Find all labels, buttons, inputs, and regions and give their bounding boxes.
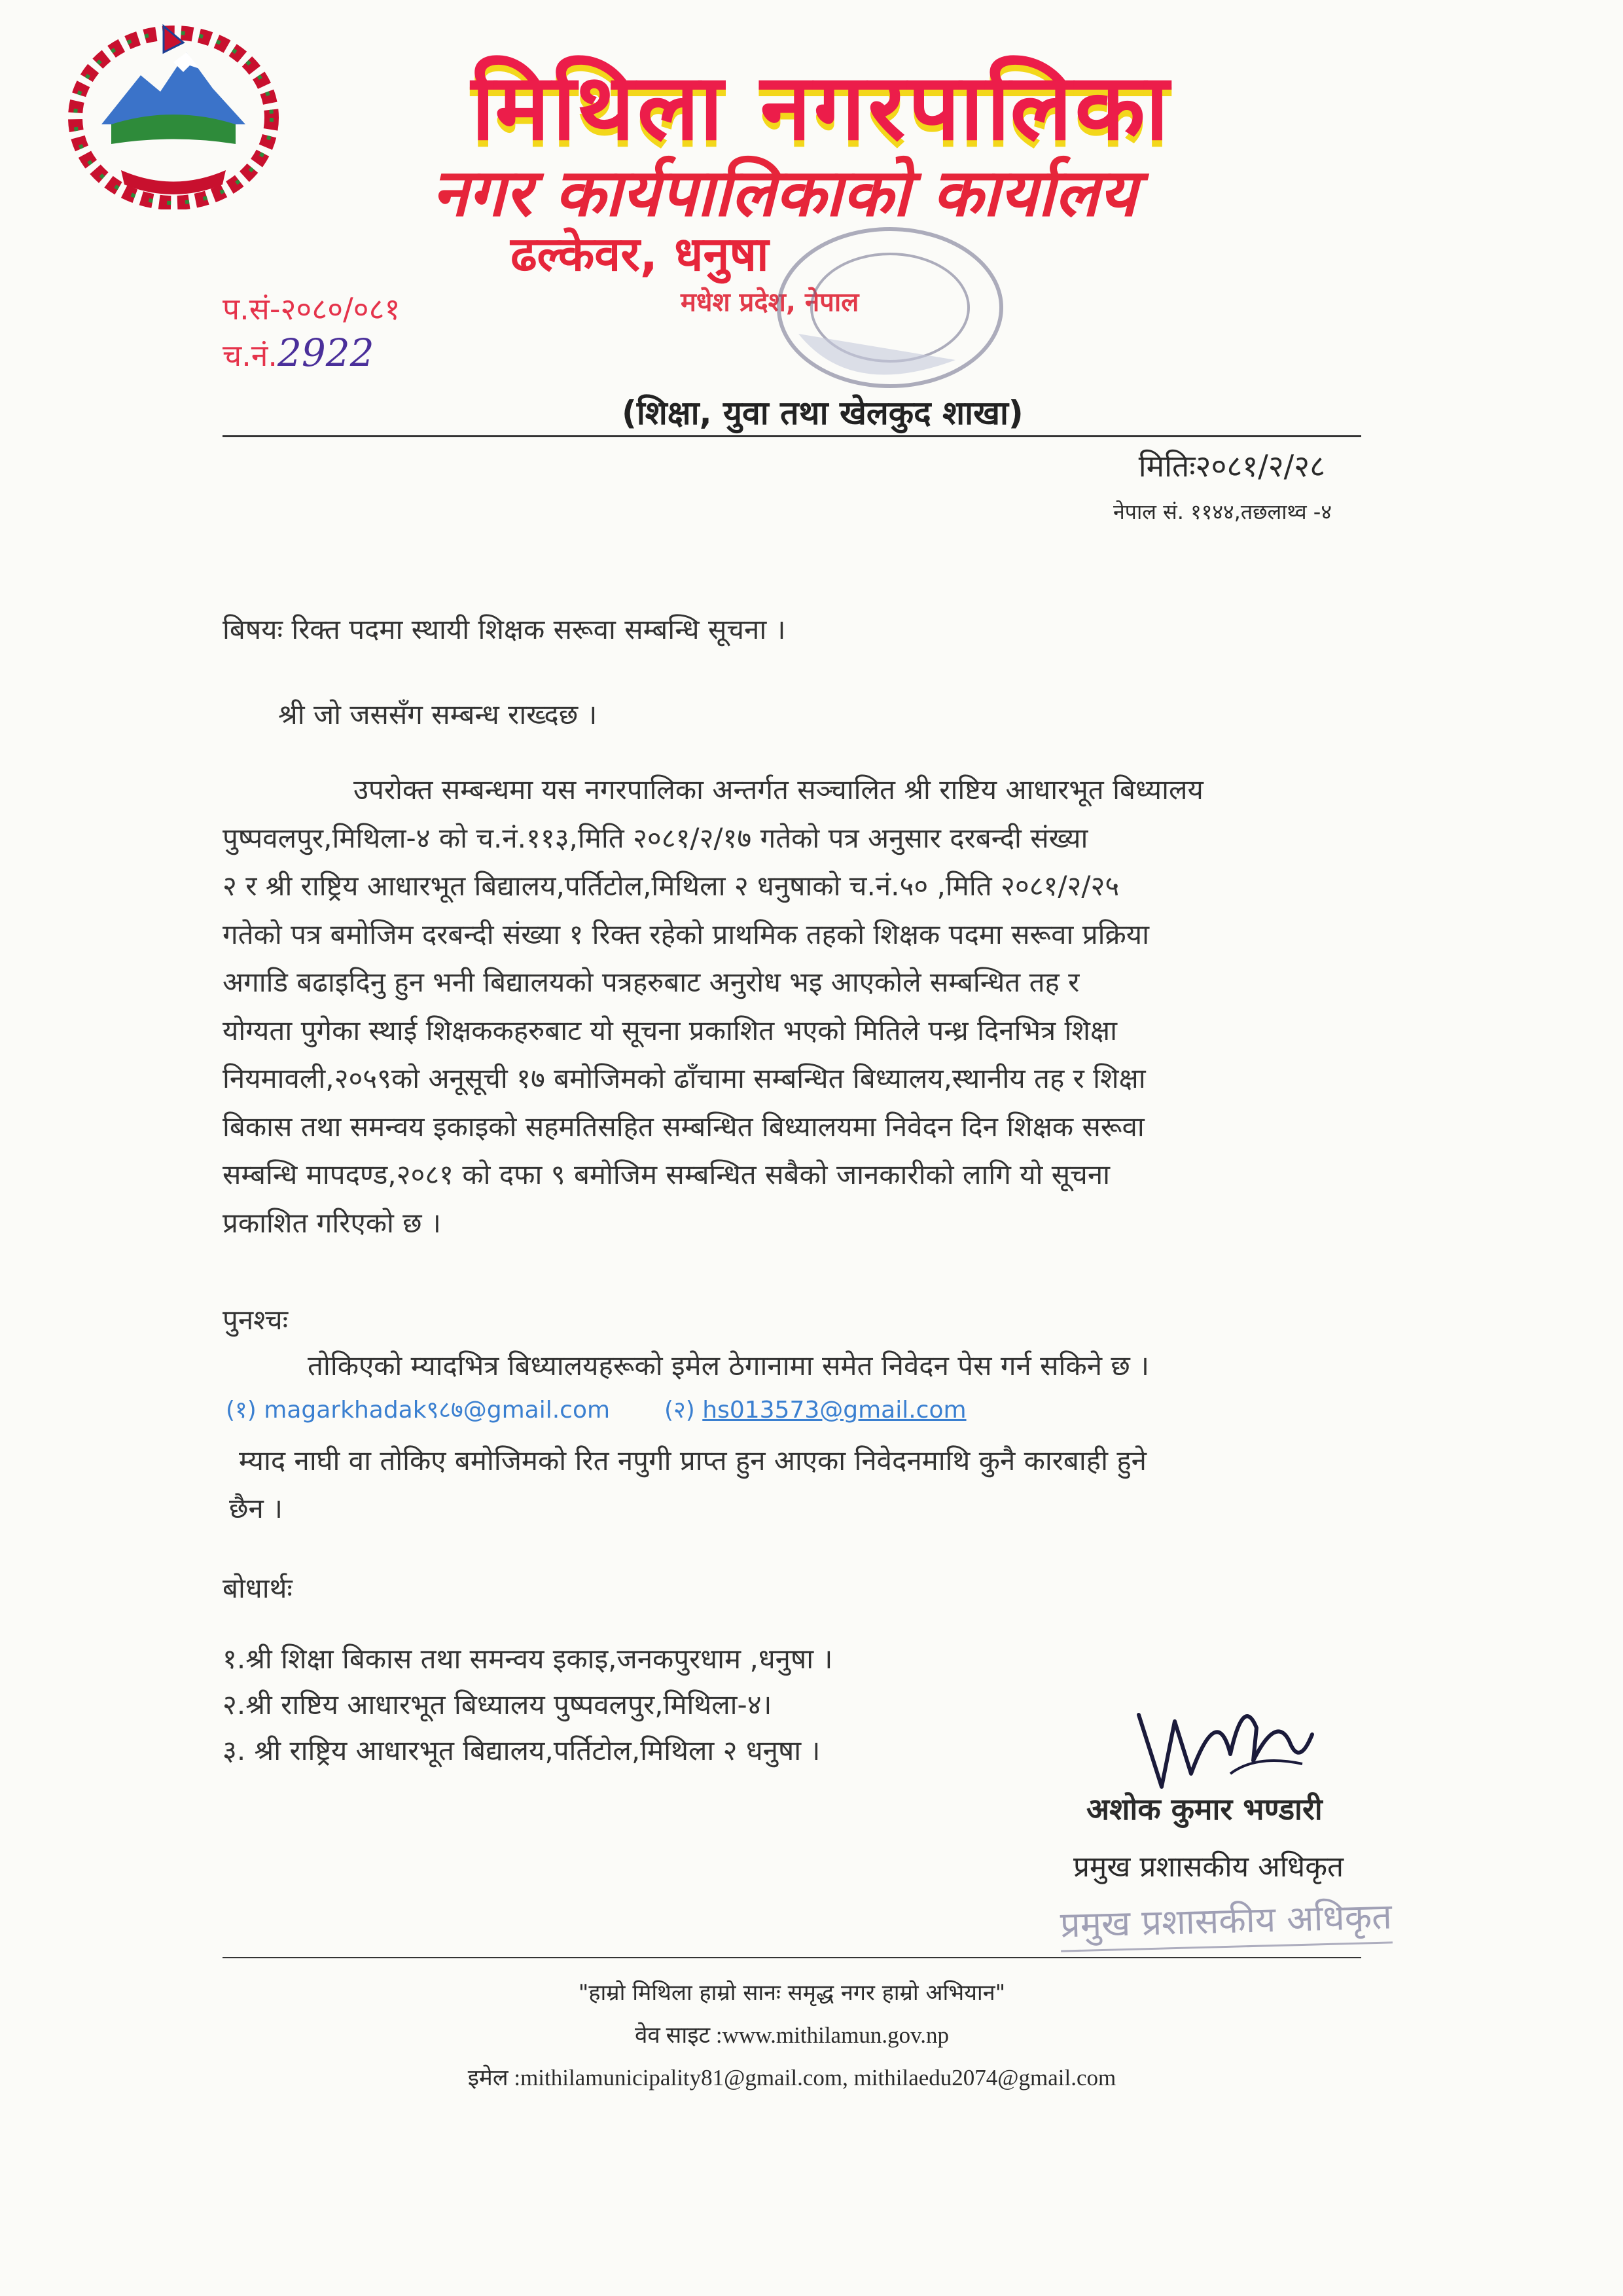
dispatch-number-row bbox=[223, 331, 374, 375]
office-stamp-icon bbox=[720, 209, 1027, 406]
municipality-name: मिथिला नगरपालिका bbox=[471, 54, 1172, 161]
paragraph-line: योग्यता पुगेका स्थाई शिक्षककहरुबाट यो सूचना प्रकाशित भएको मितिले पन्ध्र दिनभित्र शिक्षा bbox=[223, 1014, 1117, 1047]
notice-line-2: छैन । bbox=[229, 1492, 283, 1524]
dispatch-number-label: च.नं. bbox=[223, 338, 277, 373]
section-name: (शिक्षा, युवा तथा खेलकुद शाखा) bbox=[622, 394, 1024, 432]
signatory-title: प्रमुख प्रशासकीय अधिकृत bbox=[1073, 1850, 1344, 1884]
footer-email[interactable]: इमेल :mithilamunicipality81@gmail.com, mithilaedu2074@gmail.com bbox=[467, 2065, 1116, 2090]
paragraph-line: बिकास तथा समन्वय इकाइको सहमतिसहित सम्बन्धित बिध्यालयमा निवेदन दिन शिक्षक सरूवा bbox=[223, 1110, 1145, 1143]
paragraph-line: प्रकाशित गरिएको छ । bbox=[223, 1206, 441, 1239]
district-name: ढल्केवर, धनुषा bbox=[510, 226, 769, 281]
paragraph-line: अगाडि बढाइदिनु हुन भनी बिद्यालयको पत्रहरुबाट अनुरोध भइ आएकोले सम्बन्धित तह र bbox=[223, 966, 1080, 998]
cc-label: बोधार्थः bbox=[223, 1572, 293, 1604]
paragraph-line: २ र श्री राष्ट्रिय आधारभूत बिद्यालय,पर्तिटोल,मिथिला २ धनुषाको च.नं.५० ,मिति २०८१/२/२५ bbox=[223, 870, 1120, 902]
cc-item: २.श्री राष्टिय आधारभूत बिध्यालय पुष्पवलपुर,मिथिला-४। bbox=[223, 1689, 772, 1721]
postscript-label: पुनश्चः bbox=[223, 1304, 289, 1336]
salutation: श्री जो जससँग सम्बन्ध राख्दछ । bbox=[278, 698, 597, 730]
header-divider bbox=[223, 435, 1361, 437]
paragraph-line: सम्बन्धि मापदण्ड,२०८१ को दफा ९ बमोजिम सम्बन्धित सबैको जानकारीको लागि यो सूचना bbox=[223, 1158, 1111, 1191]
email-1-label: (१) bbox=[226, 1397, 257, 1424]
footer-divider bbox=[223, 1957, 1361, 1958]
footer-website[interactable]: वेव साइट :www.mithilamun.gov.np bbox=[634, 2022, 950, 2048]
main-paragraph bbox=[223, 766, 1387, 1247]
email-2-link[interactable]: hs013573@gmail.com bbox=[702, 1397, 967, 1424]
paragraph-line: गतेको पत्र बमोजिम दरबन्दी संख्या १ रिक्त रहेको प्राथमिक तहको शिक्षक पदमा सरूवा प्रक्रिया bbox=[223, 918, 1149, 950]
designation-stamp: प्रमुख प्रशासकीय अधिकृत bbox=[1060, 1890, 1393, 1952]
nepal-sambat-date: नेपाल सं. ११४४,तछलाथ्व -४ bbox=[1113, 499, 1332, 524]
signatory-name: अशोक कुमार भण्डारी bbox=[1086, 1791, 1323, 1827]
email-list bbox=[226, 1393, 967, 1425]
paragraph-line: पुष्पवलपुर,मिथिला-४ को च.नं.११३,मिति २०८१/२/१७ गतेको पत्र अनुसार दरबन्दी संख्या bbox=[223, 821, 1088, 854]
letter-reference-number: प.सं-२०८०/०८१ bbox=[223, 291, 401, 327]
coat-of-arms-logo bbox=[56, 13, 291, 209]
postscript-text: तोकिएको म्यादभित्र बिध्यालयहरूको इमेल ठेगानामा समेत निवेदन पेस गर्न सकिने छ । bbox=[308, 1350, 1150, 1382]
office-name: नगर कार्यपालिकाको कार्यालय bbox=[432, 154, 1137, 231]
notice-line-1: म्याद नाघी वा तोकिए बमोजिमको रित नपुगी प्राप्त हुन आएका निवेदनमाथि कुनै कारबाही हुने bbox=[239, 1444, 1147, 1477]
cc-item: ३. श्री राष्ट्रिय आधारभूत बिद्यालय,पर्तिटोल,मिथिला २ धनुषा । bbox=[223, 1734, 821, 1767]
dispatch-number-handwritten: 2922 bbox=[277, 331, 374, 375]
paragraph-line: उपरोक्त सम्बन्धमा यस नगरपालिका अन्तर्गत सञ्चालित श्री राष्टिय आधारभूत बिध्यालय bbox=[353, 774, 1204, 806]
letter-date: मितिः२०८१/२/२८ bbox=[1138, 448, 1325, 484]
email-2-label: (२) bbox=[664, 1397, 695, 1424]
handwritten-signature-icon bbox=[1126, 1676, 1322, 1800]
paragraph-line: नियमावली,२०५९को अनूसूची १७ बमोजिमको ढाँचामा सम्बन्धित बिध्यालय,स्थानीय तह र शिक्षा bbox=[223, 1062, 1146, 1094]
footer-slogan: "हाम्रो मिथिला हाम्रो सानः समृद्ध नगर हाम्रो अभियान" bbox=[578, 1980, 1006, 2006]
subject-line: बिषयः रिक्त पदमा स्थायी शिक्षक सरूवा सम्बन्धि सूचना । bbox=[223, 613, 786, 645]
province-name: मधेश प्रदेश, नेपाल bbox=[681, 287, 859, 317]
email-1-link[interactable]: magarkhadak९८७@gmail.com bbox=[264, 1397, 611, 1424]
cc-item: १.श्री शिक्षा बिकास तथा समन्वय इकाइ,जनकपुरधाम ,धनुषा । bbox=[223, 1643, 833, 1675]
